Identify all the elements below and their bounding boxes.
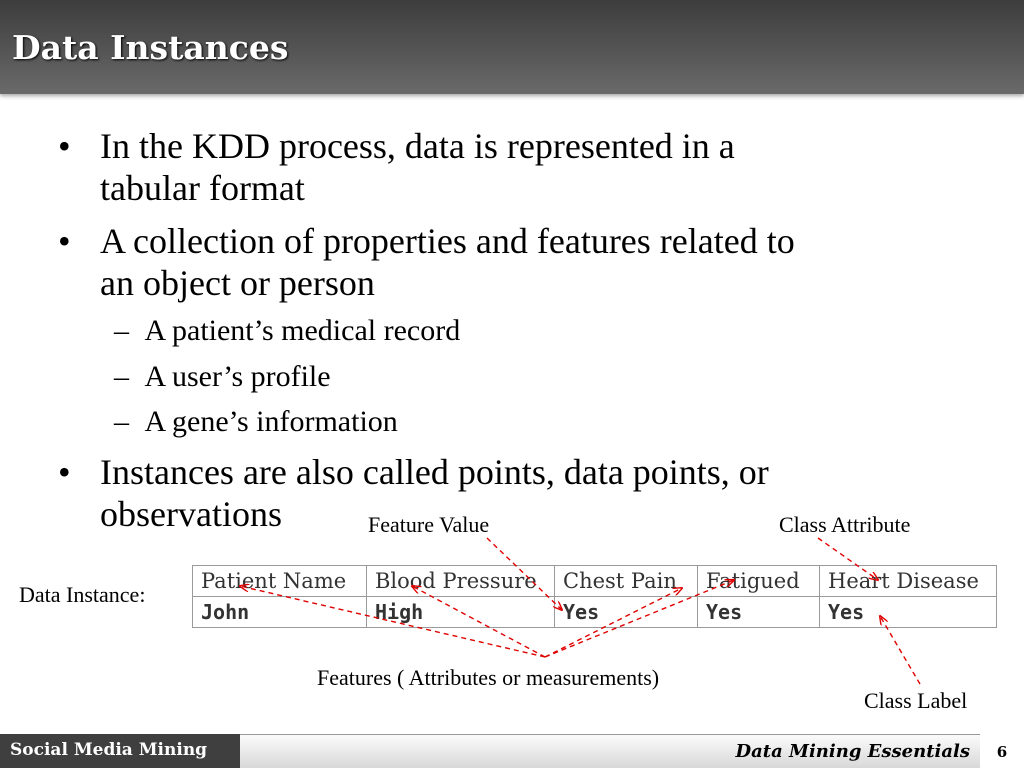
- features-arrow-chest-pain: [545, 588, 682, 657]
- bullet-dot-icon: •: [58, 126, 71, 166]
- page-number: 6: [996, 743, 1008, 761]
- sub-bullet-dash-icon: –: [114, 314, 129, 347]
- features-label: Features ( Attributes or measurements): [317, 665, 660, 690]
- bullet-dot-icon: •: [58, 221, 71, 261]
- table-header-cell: Patient Name: [193, 566, 367, 597]
- footer-chapter-bar: [240, 734, 980, 768]
- table-header-cell: Blood Pressure: [367, 566, 555, 597]
- bullet-text: In the KDD process, data is represented in a: [100, 126, 735, 166]
- bullet-dot-icon: •: [58, 452, 71, 492]
- bullet-text: Instances are also called points, data points, or: [100, 452, 769, 492]
- features-arrow-patient-name: [240, 586, 545, 657]
- bullet-text-continued: tabular format: [100, 168, 305, 208]
- table-cell: Yes: [820, 597, 997, 628]
- table-header-cell: Heart Disease: [820, 566, 997, 597]
- class-attribute-arrow: [818, 538, 878, 580]
- data-instance-label: Data Instance:: [19, 582, 146, 607]
- class-label-label: Class Label: [864, 688, 968, 713]
- sub-bullet-text: A patient’s medical record: [144, 314, 461, 347]
- class-attribute-label: Class Attribute: [779, 512, 911, 537]
- bullet-text-continued: observations: [100, 494, 282, 534]
- table-header-cell: Chest Pain: [555, 566, 698, 597]
- table-cell: Yes: [555, 597, 698, 628]
- bullet-text: A collection of properties and features related to: [100, 221, 795, 261]
- table-cell: Yes: [698, 597, 820, 628]
- feature-value-arrow: [487, 538, 562, 610]
- features-arrow-blood-pressure: [412, 586, 545, 657]
- table-header-cell: Fatigued: [698, 566, 820, 597]
- footer-course-title: [0, 734, 240, 768]
- footer-chapter-text: Data Mining Essentials: [735, 741, 970, 762]
- bullet-text-continued: an object or person: [100, 263, 375, 303]
- footer-left-text: Social Media Mining: [10, 740, 208, 760]
- sub-bullet-dash-icon: –: [114, 405, 129, 438]
- slide-title: Data Instances: [12, 28, 289, 67]
- table-cell: John: [193, 597, 367, 628]
- class-label-arrow: [880, 616, 920, 684]
- table-cell: High: [367, 597, 555, 628]
- features-arrow-fatigued: [545, 580, 734, 657]
- sub-bullet-text: A gene’s information: [144, 405, 398, 438]
- sub-bullet-text: A user’s profile: [144, 360, 331, 393]
- sub-bullet-dash-icon: –: [114, 360, 129, 393]
- feature-value-label: Feature Value: [368, 512, 490, 537]
